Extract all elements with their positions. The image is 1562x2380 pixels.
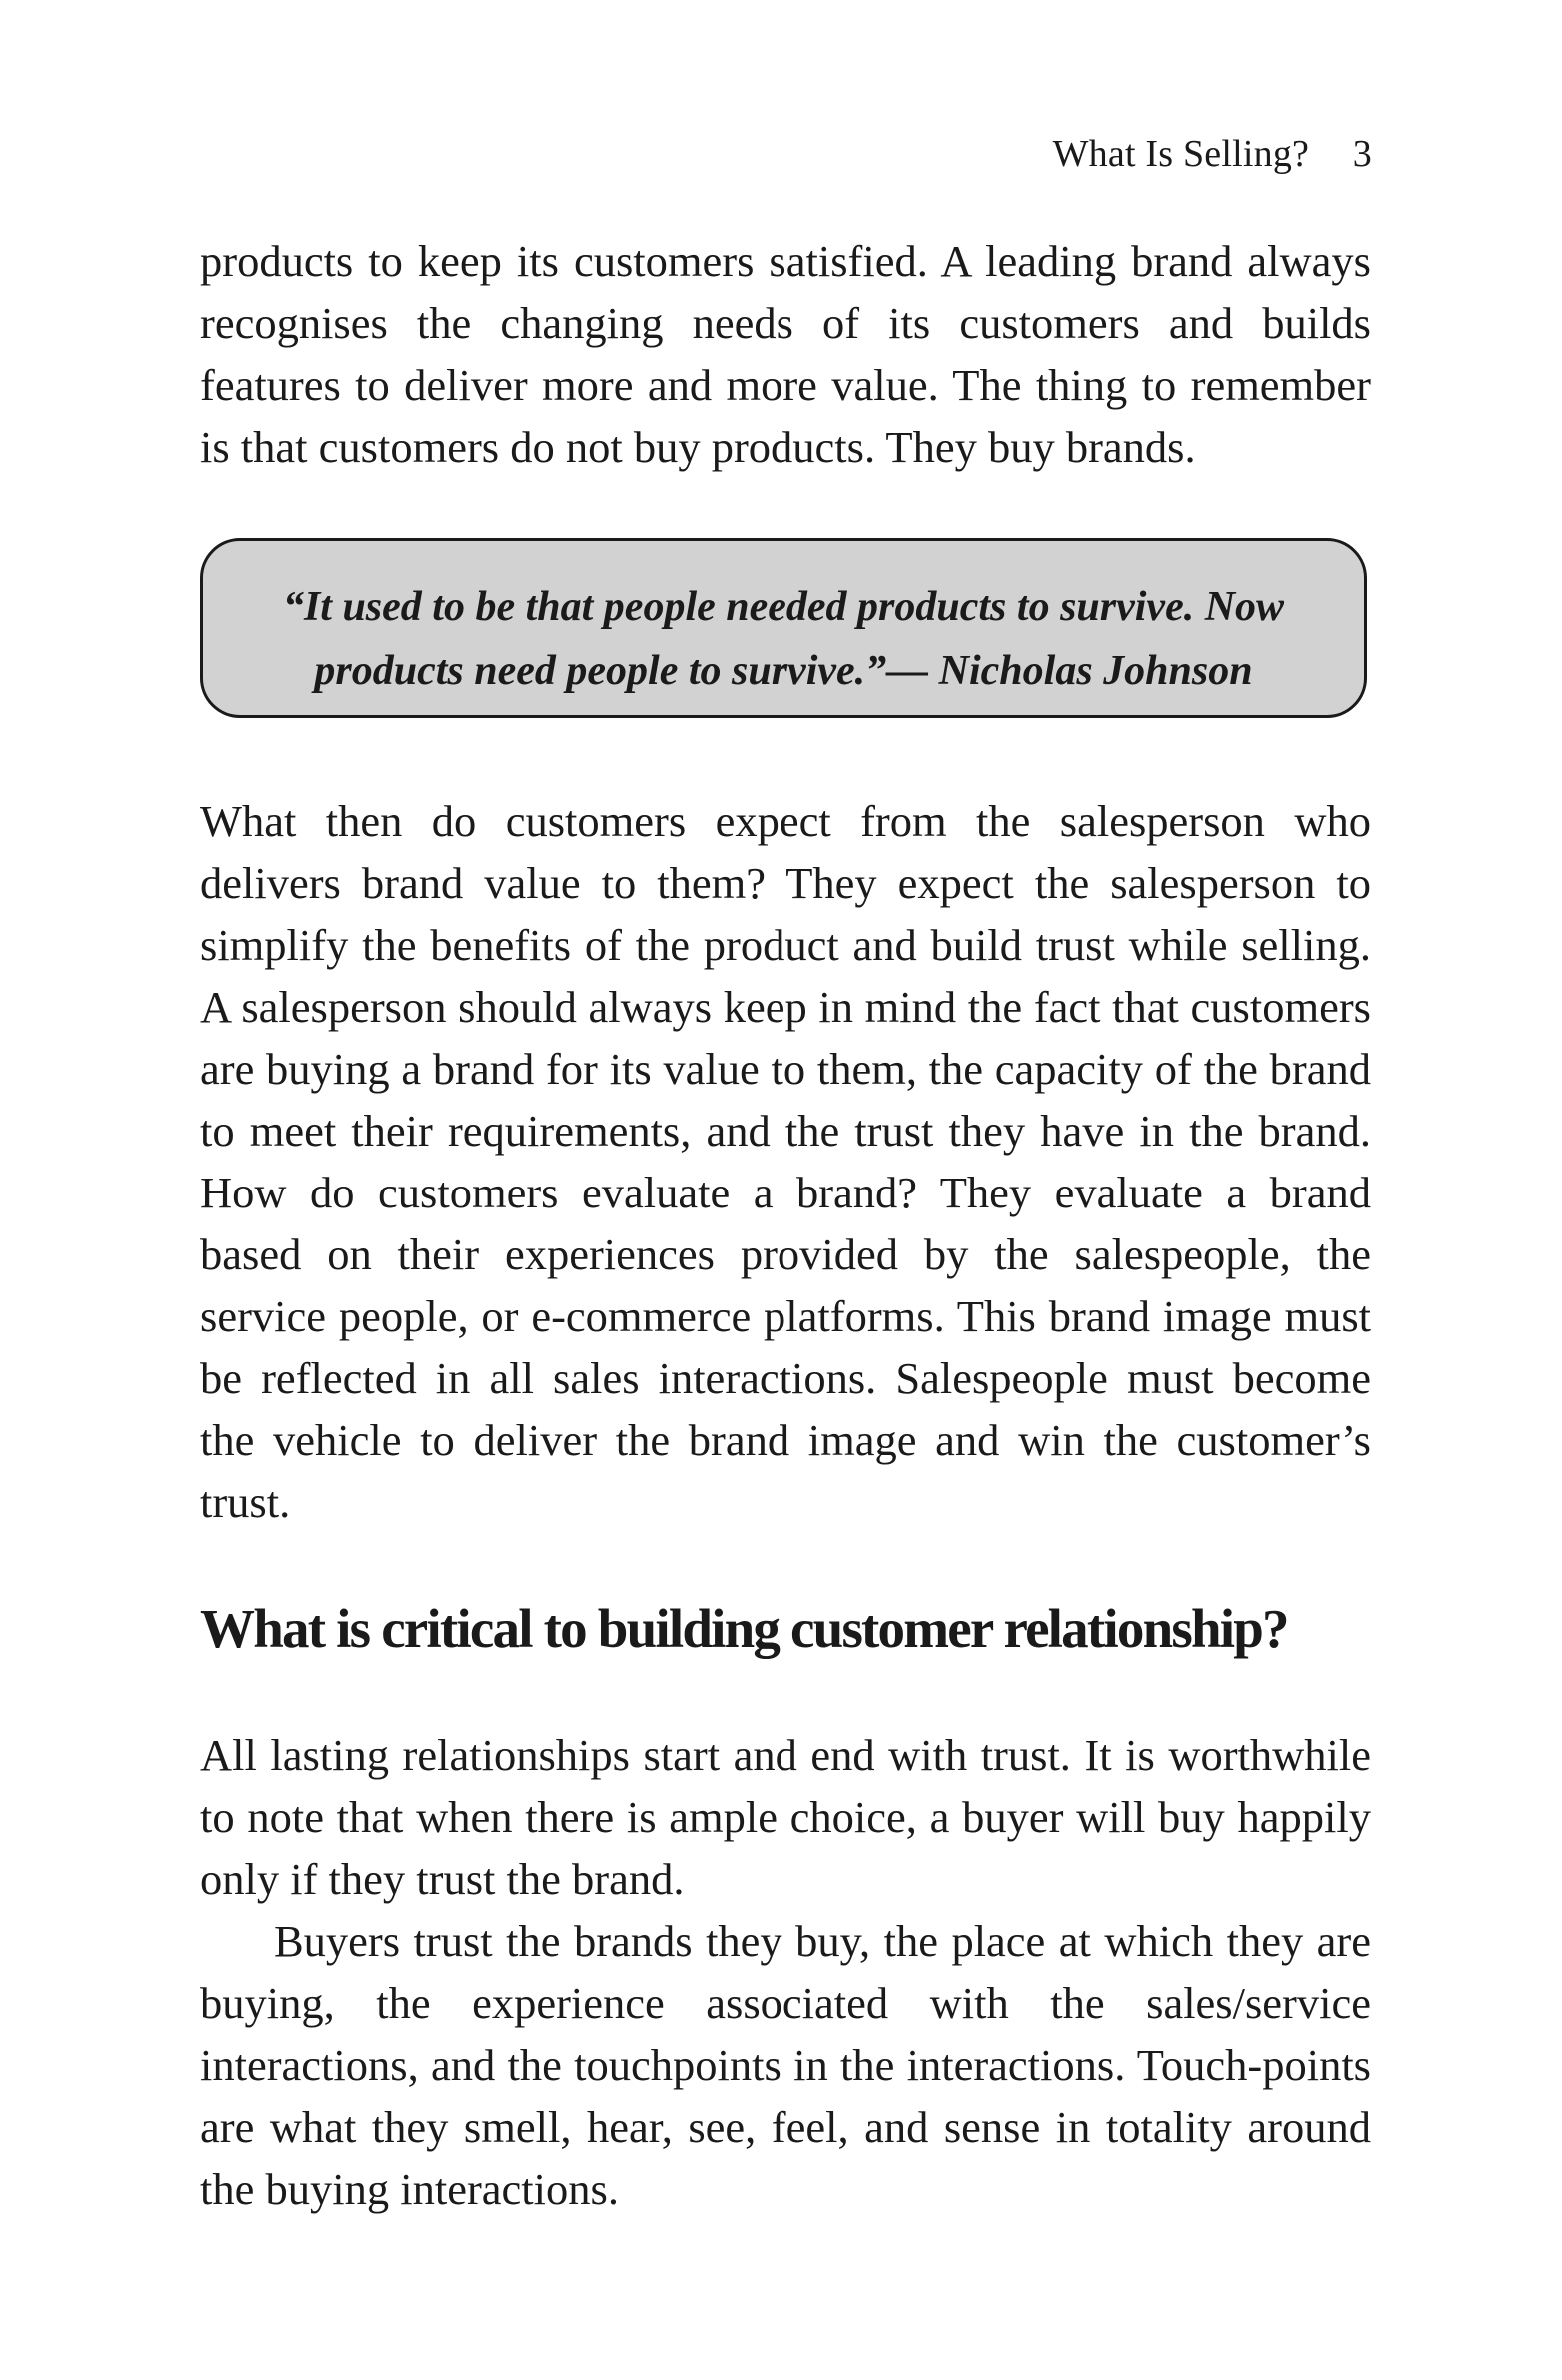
running-head-title: What Is Selling? [1052,133,1310,175]
paragraph-customer-expectations [200,790,1371,1533]
section-body [200,1724,1371,2220]
pull-quote-line-2: products need people to survive.”— Nicholas Johnson [314,648,1253,694]
paragraph-text: What then do customers expect from the salesperson who delivers brand value to them? They expect the salesperson to simplify the benefits of the product and build trust while selling. A salesperson should always keep in mind the fact that customers are buying a brand for its value to them, the capacity of the brand to meet their requirements, and the trust they have in the brand. How do customers evaluate a brand? They evaluate a brand based on their experiences provided by the salespeople, the service people, or e-commerce platforms. This brand image must be reflected in all sales interactions. Salespeople must become the vehicle to deliver the brand image and win the customer’s trust. [200,796,1371,1527]
paragraph-text: products to keep its customers satisfied. A leading brand always recognises the changing needs of its customers and builds features to deliver more and more value. The thing to remember is that customers do not buy products. They buy brands. [200,236,1371,472]
paragraph-trust: All lasting relationships start and end with trust. It is worthwhile to note that when there is ample choice, a buyer will buy happily only if they trust the brand. [200,1730,1371,1904]
page-number: 3 [1352,133,1372,175]
pull-quote [243,575,1324,703]
pull-quote-box [200,538,1367,718]
paragraph-continued [200,230,1371,478]
paragraph-touchpoints: Buyers trust the brands they buy, the place at which they are buying, the experience associated with the sales/service interactions, and the touchpoints in the interactions. Touch-points are what they smell, hear, see, feel, and sense in totality around the buying interactions. [200,1916,1371,2214]
running-head [1053,132,1372,176]
section-heading: What is critical to building customer relationship? [200,1598,1288,1659]
pull-quote-line-1: “It used to be that people needed products to survive. Now [282,584,1285,630]
